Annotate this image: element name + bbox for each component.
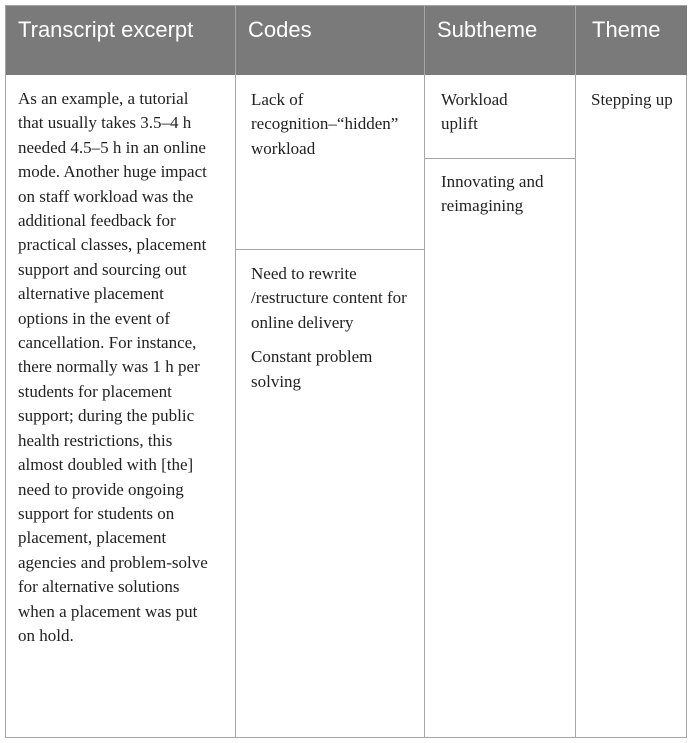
codes-cell-2 — [251, 262, 411, 404]
codes-cell-1 — [251, 88, 399, 161]
transcript-excerpt-cell — [18, 87, 218, 648]
header-theme-label: Theme — [592, 17, 661, 42]
column-divider — [424, 6, 425, 737]
theme-cell — [591, 88, 687, 112]
column-divider — [235, 6, 236, 737]
header-codes-label: Codes — [248, 17, 312, 42]
code-text: Need to rewrite /restructure content for online delivery — [251, 264, 407, 332]
subtheme-text: Innovating and reimagining — [441, 172, 544, 216]
data-table — [5, 5, 687, 738]
codes-row-divider — [236, 249, 424, 250]
header-theme — [576, 6, 687, 75]
subtheme-row-divider — [425, 158, 575, 159]
header-subtheme — [425, 6, 575, 75]
code-text: Constant problem solving — [251, 347, 373, 391]
column-divider — [575, 6, 576, 737]
header-codes — [236, 6, 424, 75]
theme-text: Stepping up — [591, 90, 673, 109]
subtheme-cell-1 — [441, 88, 531, 137]
code-text: Lack of recognition–“hidden” workload — [251, 90, 399, 158]
header-transcript — [6, 6, 235, 75]
header-subtheme-label: Subtheme — [437, 17, 538, 42]
transcript-excerpt-text: As an example, a tutorial that usually takes 3.5–4 h needed 4.5–5 h in an online mode. Another huge impact on staff workload was the additional feedback for practical classes, placement support and sourcing out alternative placement options in the event of cancellation. For instance, there normally was 1 h per students for placement support; during the public health restrictions, this almost doubled with [the] need to provide ongoing support for students on placement, placement agencies and problem-solve for alternative solutions when a placement was put on hold. — [18, 89, 208, 645]
header-transcript-label: Transcript excerpt — [18, 17, 194, 42]
subtheme-cell-2 — [441, 170, 561, 219]
subtheme-text: Workload uplift — [441, 90, 508, 134]
